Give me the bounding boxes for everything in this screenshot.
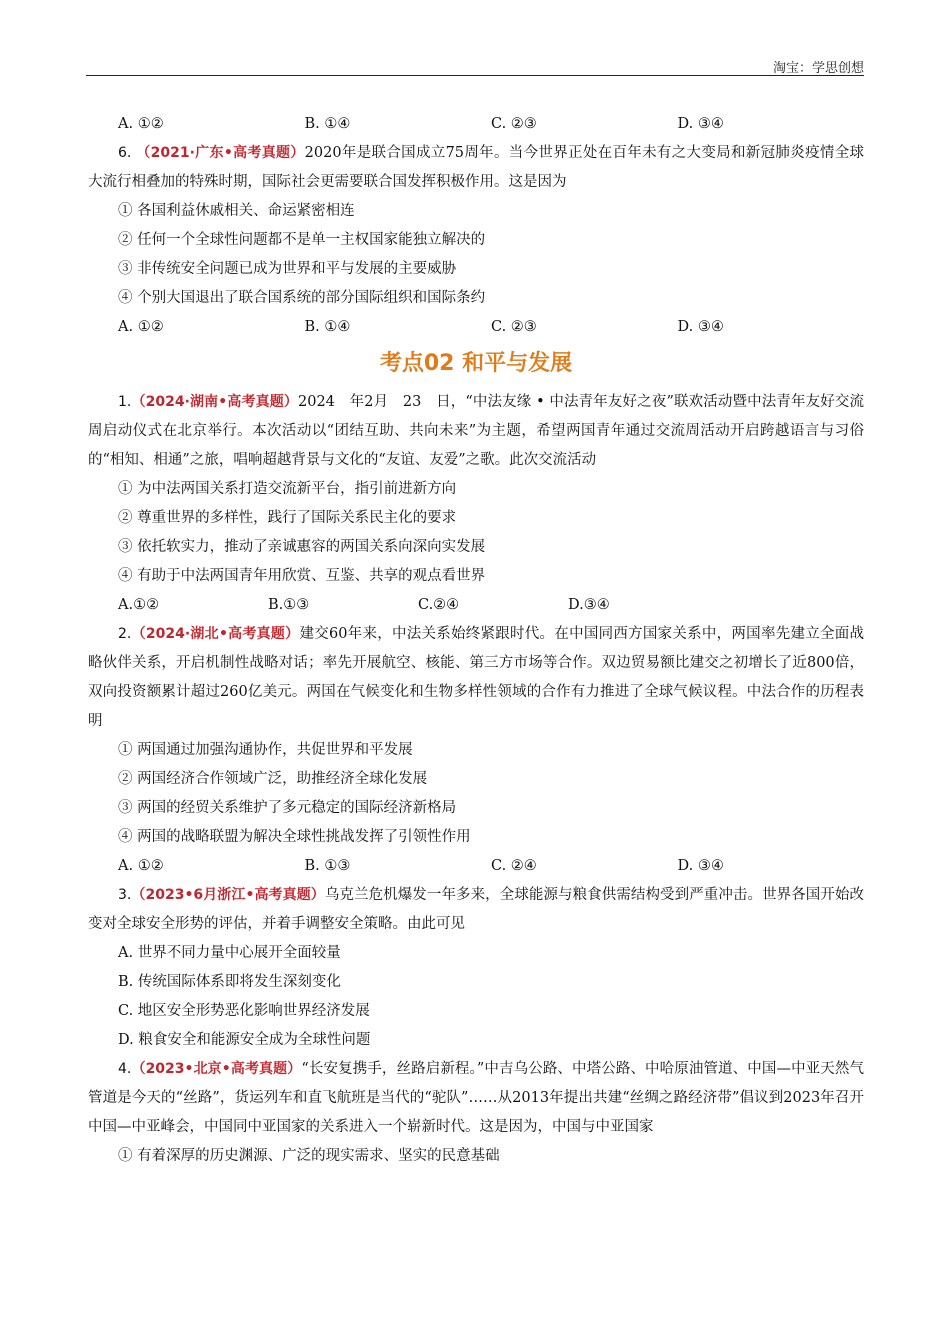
question-text: 2024 年2月 23 日，“中法友缘 • 中法青年友好之夜”联欢活动暨中法青年友好交流周启动仪式在北京举行。本次活动以“团结互助、共向未来”为主题，希望两国青年通过交流周活动开启跨越语言与习俗的“相知、相通”之旅，唱响超越背景与文化的“友谊、友爱”之歌。此次交流活动: [88, 394, 865, 468]
question-1-options: [88, 591, 864, 620]
statement-3: ③ 依托软实力，推动了亲诚惠容的两国关系向深向实发展: [118, 539, 486, 555]
option-b: B. ①③: [304, 858, 351, 874]
question-3-stem: [88, 881, 864, 939]
choice-a: A. 世界不同力量中心展开全面较量: [118, 945, 341, 961]
option-a: A. ①②: [118, 116, 164, 132]
option-c: C.②④: [418, 597, 460, 613]
question-text: 2020年是联合国成立75周年。当今世界正处在百年未有之大变局和新冠肺炎疫情全球大流行相叠加的特殊时期，国际社会更需要联合国发挥积极作用。这是因为: [88, 145, 865, 190]
question-number: 6.: [118, 145, 132, 161]
statement-2: ② 两国经济合作领域广泛，助推经济全球化发展: [118, 771, 428, 787]
option-d: D. ③④: [677, 319, 724, 335]
question-source: （2023•6月浙江•高考真题）: [131, 887, 325, 903]
question-text: “长安复携手，丝路启新程。”中吉乌公路、中塔公路、中哈原油管道、中国—中亚天然气管道是今天的“丝路”，货运列车和直飞航班是当代的“驼队”……从2013年提出共建“丝绸之路经济带”倡议到2023年召开中国—中亚峰会，中国同中亚国家的关系进入一个崭新时代。这是因为，中国与中亚国家: [88, 1061, 864, 1135]
section-title: 考点02 和平与发展: [379, 351, 573, 376]
question-text: 建交60年来，中法关系始终紧跟时代。在中国同西方国家关系中，两国率先建立全面战略伙伴关系，开启机制性战略对话；率先开展航空、核能、第三方市场等合作。双边贸易额比建交之初增长了近800倍，双向投资额累计超过260亿美元。两国在气候变化和生物多样性领域的合作有力推进了全球气候议程。中法合作的历程表明: [88, 626, 864, 729]
header-source: 淘宝：学思创想: [772, 61, 864, 76]
option-d: D. ③④: [677, 858, 724, 874]
question-source: （2024·湖北•高考真题）: [131, 626, 300, 642]
statement-3: ③ 两国的经贸关系维护了多元稳定的国际经济新格局: [118, 800, 457, 816]
choice-d: D. 粮食安全和能源安全成为全球性问题: [118, 1032, 371, 1048]
document-body: [88, 110, 864, 1171]
question-source: （2021·广东•高考真题）: [136, 145, 305, 161]
option-d: D. ③④: [677, 116, 724, 132]
statement-1: ① 为中法两国关系打造交流新平台，指引前进新方向: [118, 481, 457, 497]
statement-4: ④ 两国的战略联盟为解决全球性挑战发挥了引领性作用: [118, 829, 471, 845]
question-1-stem: [88, 388, 864, 475]
question-6-options: [88, 313, 864, 342]
option-c: C. ②③: [491, 319, 537, 335]
choice-b: B. 传统国际体系即将发生深刻变化: [118, 974, 341, 990]
statement-2: ② 尊重世界的多样性，践行了国际关系民主化的要求: [118, 510, 457, 526]
option-c: C. ②④: [491, 858, 537, 874]
option-b: B.①③: [268, 597, 310, 613]
prev-question-options: [88, 110, 864, 139]
question-6-stem: [88, 139, 864, 197]
question-number: 3.: [118, 887, 132, 903]
question-2-options: [88, 852, 864, 881]
option-b: B. ①④: [304, 116, 351, 132]
option-a: A. ①②: [118, 319, 164, 335]
question-2-stem: [88, 620, 864, 736]
question-number: 2.: [118, 626, 132, 642]
option-d: D.③④: [568, 597, 610, 613]
choice-c: C. 地区安全形势恶化影响世界经济发展: [118, 1003, 370, 1019]
option-b: B. ①④: [304, 319, 351, 335]
header-divider: [86, 75, 864, 76]
statement-1: ① 各国利益休戚相关、命运紧密相连: [118, 203, 355, 219]
statement-1: ① 两国通过加强沟通协作，共促世界和平发展: [118, 742, 413, 758]
statement-1: ① 有着深厚的历史渊源、广泛的现实需求、坚实的民意基础: [118, 1148, 500, 1164]
question-text: 乌克兰危机爆发一年多来，全球能源与粮食供需结构受到严重冲击。世界各国开始改变对全球安全形势的评估，并着手调整安全策略。由此可见: [88, 887, 865, 932]
statement-4: ④ 个别大国退出了联合国系统的部分国际组织和国际条约: [118, 290, 486, 306]
question-number: 1.: [118, 394, 132, 410]
question-source: （2023•北京•高考真题）: [131, 1061, 302, 1077]
option-c: C. ②③: [491, 116, 537, 132]
option-a: A.①②: [118, 597, 160, 613]
statement-3: ③ 非传统安全问题已成为世界和平与发展的主要威胁: [118, 261, 457, 277]
question-source: （2024·湖南•高考真题）: [131, 394, 298, 410]
question-number: 4.: [118, 1061, 132, 1077]
statement-2: ② 任何一个全球性问题都不是单一主权国家能独立解决的: [118, 232, 486, 248]
option-a: A. ①②: [118, 858, 164, 874]
question-4-stem: [88, 1055, 864, 1142]
statement-4: ④ 有助于中法两国青年用欣赏、互鉴、共享的观点看世界: [118, 568, 486, 584]
